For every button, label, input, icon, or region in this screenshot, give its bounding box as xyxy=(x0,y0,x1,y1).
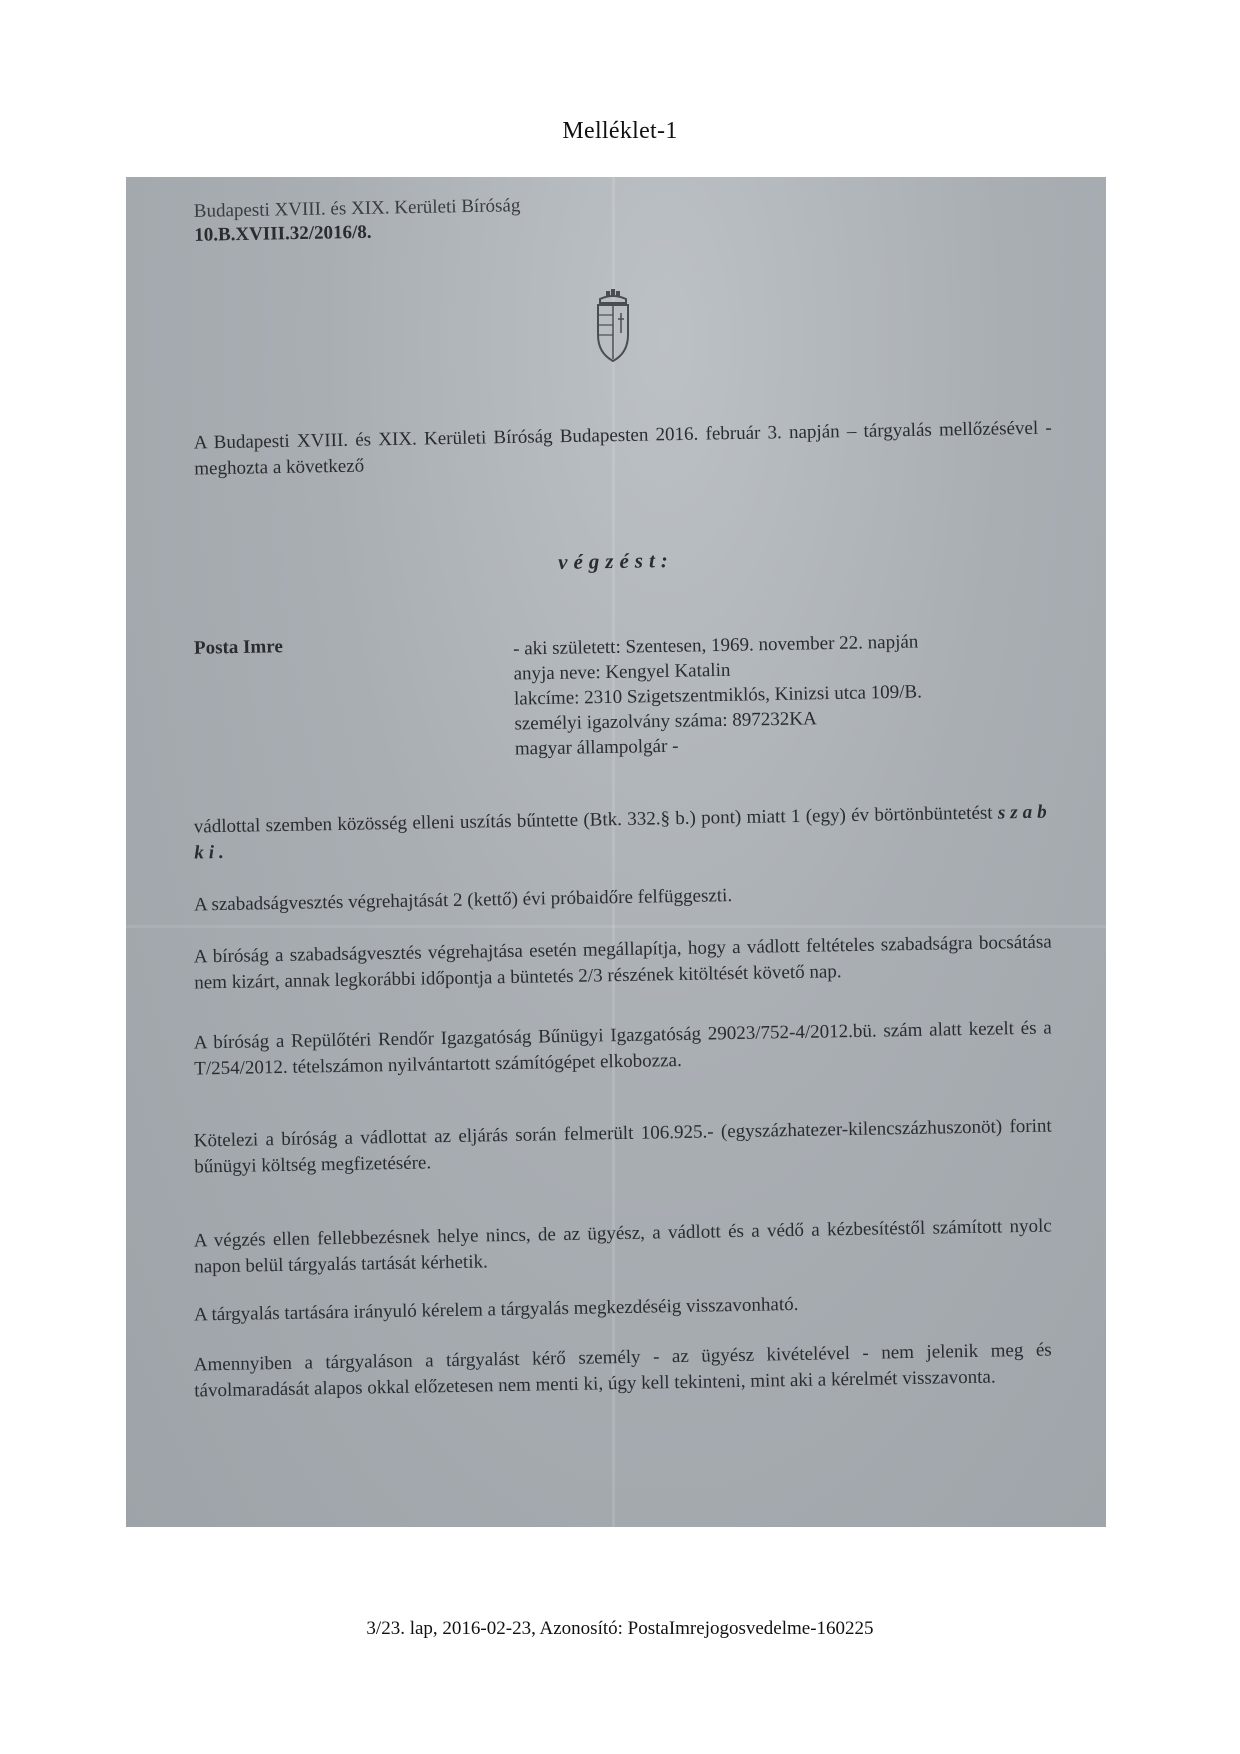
verdict-emphasis: szab ki. xyxy=(194,801,1052,864)
detail-line: személyi igazolvány száma: 897232KA xyxy=(514,708,817,735)
page-title: Melléklet-1 xyxy=(562,118,678,144)
case-number: 10.B.XVIII.32/2016/8. xyxy=(194,221,372,246)
detail-line: - aki született: Szentesen, 1969. november 22. napján xyxy=(512,631,919,660)
page-footer: 3/23. lap, 2016-02-23, Azonosító: PostaImrejogosvedelme-160225 xyxy=(366,1618,874,1639)
court-heading xyxy=(194,194,521,248)
coat-of-arms-icon xyxy=(590,289,636,365)
detail-line: anyja neve: Kengyel Katalin xyxy=(513,659,731,685)
absence-paragraph: Amennyiben a tárgyaláson a tárgyalást kérő személy - az ügyész kivételével - nem jelenik meg és távolmaradását alapos okkal előzetesen nem menti ki, úgy kell tekinteni, mint aki a kérelmét visszavonta. xyxy=(193,1339,1052,1402)
costs-paragraph: Kötelezi a bíróság a vádlottat az eljárás során felmerült 106.925.- (egyszázhatezer-kilencszázhuszonöt) forint bűnügyi költség megfizetésére. xyxy=(193,1115,1052,1178)
verdict-paragraph xyxy=(194,800,1053,867)
defendant-name: Posta Imre xyxy=(193,636,283,659)
defendant-details xyxy=(513,629,923,761)
detail-line: lakcíme: 2310 Szigetszentmiklós, Kinizsi utca 109/B. xyxy=(513,681,923,710)
appeal-paragraph: A végzés ellen fellebbezésnek helye nincs, de az ügyész, a vádlott és a védő a kézbesítéstől számított nyolc napon belül tárgyalás tartását kérhetik. xyxy=(193,1215,1052,1278)
decision-title: végzést: xyxy=(557,547,675,575)
probation-paragraph: A szabadságvesztés végrehajtását 2 (kettő) évi próbaidőre felfüggeszti. xyxy=(193,885,733,916)
parole-paragraph: A bíróság a szabadságvesztés végrehajtása esetén megállapítja, hogy a vádlott feltételes szabadságra bocsátása nem kizárt, annak legkorábbi időpontja a büntetés 2/3 részének kitöltését követő nap. xyxy=(193,931,1052,994)
detail-line: magyar állampolgár - xyxy=(514,735,679,760)
intro-paragraph: A Budapesti XVIII. és XIX. Kerületi Bíróság Budapesten 2016. február 3. napján – tárgyalás mellőzésével - meghozta a következő xyxy=(193,417,1052,480)
confiscation-paragraph: A bíróság a Repülőtéri Rendőr Igazgatóság Bűnügyi Igazgatóság 29023/752-4/2012.bü. szám alatt kezelt és a T/254/2012. tételszámon nyilvántartott számítógépet elkobozza. xyxy=(193,1017,1052,1080)
verdict-text: vádlottal szemben közösség elleni uszítás bűntette (Btk. 332.§ b.) pont) miatt 1 (egy) év börtönbüntetést xyxy=(193,802,993,838)
withdrawal-paragraph: A tárgyalás tartására irányuló kérelem a tárgyalás megkezdéséig visszavonható. xyxy=(193,1293,799,1326)
court-name: Budapesti XVIII. és XIX. Kerületi Bíróság xyxy=(193,195,521,222)
scanned-document xyxy=(126,177,1106,1527)
